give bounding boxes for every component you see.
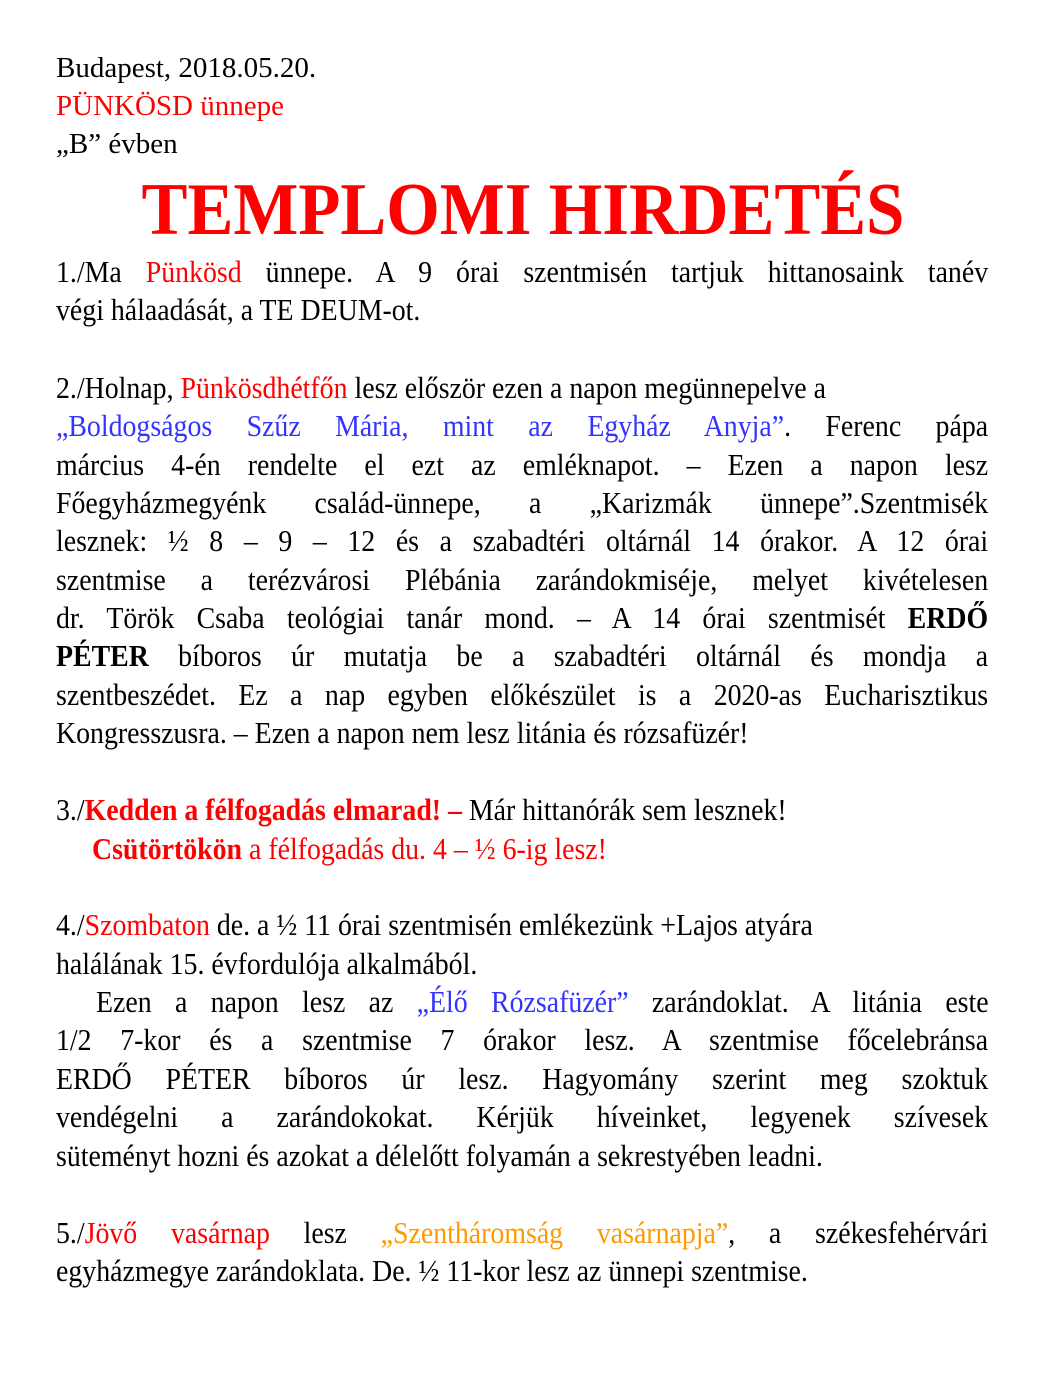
text: zarándoklat. A litánia este <box>628 984 989 1019</box>
text: de. a ½ 11 órai szentmisén emlékezünk +Lajos atyára <box>209 907 813 942</box>
announcement-line: halálának 15. évfordulója alkalmából. <box>56 946 478 981</box>
announcement-line: lesznek: ½ 8 – 9 – 12 és a szabadtéri oltárnál 14 órakor. A 12 órai <box>56 523 989 558</box>
text: 5./ <box>56 1215 85 1250</box>
text: lesz először ezen a napon megünnepelve a <box>347 370 826 405</box>
announcement-line: 1/2 7-kor és a szentmise 7 órakor lesz. A szentmise főcelebránsa <box>56 1022 989 1057</box>
highlight-text: Szombaton <box>84 907 210 942</box>
announcement-line: Kongresszusra. – Ezen a napon nem lesz litánia és rózsafüzér! <box>56 715 749 750</box>
announcement-line: süteményt hozni és azokat a délelőtt folyamán a sekrestyében leadni. <box>56 1138 823 1173</box>
text: 3./ <box>56 792 85 827</box>
bold-name: PÉTER <box>56 638 149 673</box>
highlight-text: Kedden a félfogadás elmarad! – <box>84 792 462 827</box>
highlight-text: Csütörtökön <box>92 831 243 866</box>
announcement-line <box>56 792 787 828</box>
feast-title: „Szentháromság vasárnapja” <box>380 1215 729 1250</box>
announcement-line <box>92 831 607 867</box>
bold-name: ERDŐ <box>907 600 989 635</box>
announcement-line: vendégelni a zarándokokat. Kérjük híveinket, legyenek szívesek <box>56 1099 989 1134</box>
announcement-line: végi hálaadását, a TE DEUM-ot. <box>56 292 421 327</box>
announcement-line: szentmise a terézvárosi Plébánia zarándokmiséje, melyet kivételesen <box>56 562 989 597</box>
text: lesz <box>269 1215 381 1250</box>
liturgical-year: „B” évben <box>56 128 178 160</box>
place-date: Budapest, 2018.05.20. <box>56 52 317 84</box>
announcement-line <box>56 254 988 290</box>
announcement-line: egyházmegye zarándoklata. De. ½ 11-kor lesz az ünnepi szentmise. <box>56 1253 808 1288</box>
highlight-text: Pünkösdhétfőn <box>180 370 348 405</box>
feast-title: „Élő Rózsafüzér” <box>416 984 629 1019</box>
announcement-line: március 4-én rendelte el ezt az emléknapot. – Ezen a napon lesz <box>56 447 989 482</box>
highlight-text: Pünkösd <box>145 254 242 289</box>
text: a félfogadás du. 4 – ½ 6-ig lesz! <box>242 831 607 866</box>
text: dr. Török Csaba teológiai tanár mond. – A 14 órai szentmisét <box>56 600 908 635</box>
highlight-text: Jövő vasárnap <box>84 1215 270 1250</box>
feast-name: PÜNKÖSD ünnepe <box>56 90 284 122</box>
text: 1./Ma <box>56 254 146 289</box>
announcement-line <box>56 907 813 943</box>
announcement-line: Főegyházmegyénk család-ünnepe, a „Karizmák ünnepe”.Szentmisék <box>56 485 989 520</box>
text: , a székesfehérvári <box>728 1215 989 1250</box>
announcement-line <box>96 984 989 1020</box>
announcement-line <box>56 638 988 674</box>
announcement-line: szentbeszédet. Ez a nap egyben előkészület is a 2020-as Eucharisztikus <box>56 677 989 712</box>
feast-title: „Boldogságos Szűz Mária, mint az Egyház Anyja” <box>56 408 785 443</box>
text: ünnepe. A 9 órai szentmisén tartjuk hittanosaink tanév <box>241 254 989 289</box>
text: Már hittanórák sem lesznek! <box>461 792 787 827</box>
text: bíboros úr mutatja be a szabadtéri oltárnál és mondja a <box>148 638 989 673</box>
text: 4./ <box>56 907 85 942</box>
page-title: TEMPLOMI HIRDETÉS <box>141 169 905 251</box>
announcement-line <box>56 408 988 444</box>
text: 2./Holnap, <box>56 370 181 405</box>
announcement-line <box>56 1215 988 1251</box>
text: Ezen a napon lesz az <box>96 984 417 1019</box>
text: . Ferenc pápa <box>784 408 989 443</box>
announcement-line: ERDŐ PÉTER bíboros úr lesz. Hagyomány szerint meg szoktuk <box>56 1061 989 1096</box>
announcement-line <box>56 370 826 406</box>
announcement-line <box>56 600 988 636</box>
